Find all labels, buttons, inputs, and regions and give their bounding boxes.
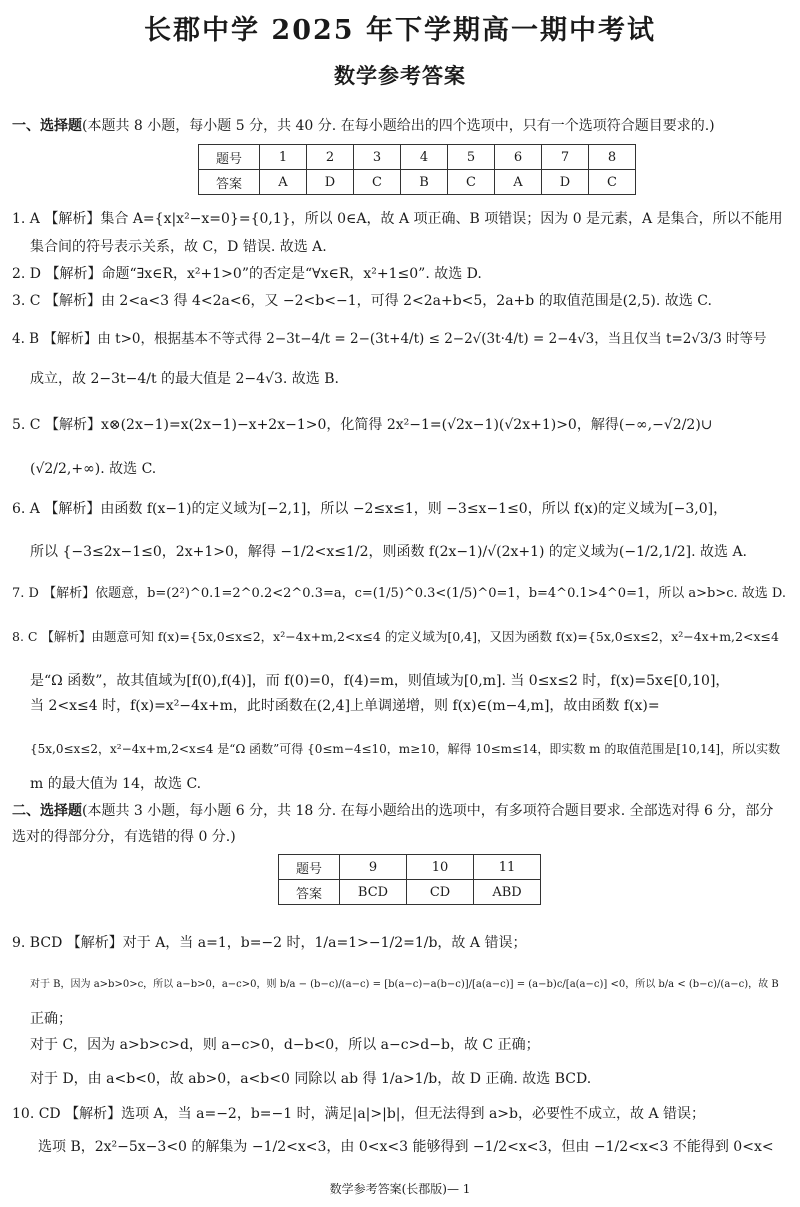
page-title: 长郡中学 2025 年下学期高一期中考试 — [144, 15, 656, 46]
table-cell: D — [542, 170, 589, 195]
table-cell: ABD — [474, 880, 541, 905]
solution-line: 7. D 【解析】依题意，b=(2²)^0.1=2^0.2<2^0.3=a，c=(1/5)^0.3<(1/5)^0=1，b=4^0.1>4^0=1，所以 a>b>c. 故选 D. — [12, 586, 786, 601]
solution-line: 是“Ω 函数”，故其值域为[f(0),f(4)]，而 f(0)=0，f(4)=m，则值域为[0,m]. 当 0≤x≤2 时，f(x)=5x∈[0,10]， — [30, 673, 730, 689]
solution-line: 正确； — [30, 1011, 72, 1027]
table-row — [279, 855, 541, 880]
solution-line: {5x,0≤x≤2，x²−4x+m,2<x≤4 是“Ω 函数”可得 {0≤m−4≤10，m≥10，解得 10≤m≤14，即实数 m 的取值范围是[10,14]，所以实数 — [30, 742, 781, 756]
table-cell: 2 — [307, 145, 354, 170]
table-cell: 答案 — [279, 880, 340, 905]
solution-line: m 的最大值为 14，故选 C. — [30, 776, 202, 792]
solution-line: 对于 D，由 a<b<0，故 ab>0，a<b<0 同除以 ab 得 1/a>1/b，故 D 正确. 故选 BCD. — [30, 1071, 592, 1087]
table-row — [199, 170, 636, 195]
solution-line: 对于 C，因为 a>b>c>d，则 a−c>0，d−b<0，所以 a−c>d−b，故 C 正确； — [30, 1037, 540, 1053]
table-cell: 4 — [401, 145, 448, 170]
table-cell: B — [401, 170, 448, 195]
table-cell: C — [448, 170, 495, 195]
table-cell: 11 — [474, 855, 541, 880]
solution-line: 4. B 【解析】由 t>0，根据基本不等式得 2−3t−4/t = 2−(3t+4/t) ≤ 2−2√(3t·4/t) = 2−4√3，当且仅当 t=2√3/3 时等号 — [12, 331, 767, 347]
section1-answer-table — [198, 144, 636, 195]
table-cell: CD — [407, 880, 474, 905]
section2-answer-table — [278, 854, 541, 905]
solution-line: 所以 {−3≤2x−1≤0，2x+1>0，解得 −1/2<x≤1/2，则函数 f(2x−1)/√(2x+1) 的定义域为(−1/2,1/2]. 故选 A. — [30, 544, 748, 560]
section2-header — [12, 802, 773, 820]
table-cell: A — [260, 170, 307, 195]
solution-line: 2. D 【解析】命题“∃x∈R，x²+1>0”的否定是“∀x∈R，x²+1≤0”. 故选 D. — [12, 266, 482, 282]
table-cell: C — [589, 170, 636, 195]
solution-line: 当 2<x≤4 时，f(x)=x²−4x+m，此时函数在(2,4]上单调递增，则 f(x)∈(m−4,m]，故由函数 f(x)= — [30, 698, 660, 714]
section2-intro: (本题共 3 小题，每小题 6 分，共 18 分. 在每小题给出的选项中，有多项符合题目要求. 全部选对得 6 分，部分 — [82, 803, 774, 819]
table-cell: C — [354, 170, 401, 195]
page-footer: 数学参考答案(长郡版)— 1 — [329, 1182, 471, 1196]
section2-intro-cont: 选对的得部分分，有选错的得 0 分.) — [12, 829, 236, 845]
solution-line: 对于 B，因为 a>b>0>c，所以 a−b>0，a−c>0，则 b/a − (b−c)/(a−c) = [b(a−c)−a(b−c)]/[a(a−c)] = (a−b)c/[a(a−c)] <0，所以 b/a < (b−c)/(a−c)，故 B — [30, 979, 779, 990]
solution-line: 9. BCD 【解析】对于 A，当 a=1，b=−2 时，1/a=1>−1/2=1/b，故 A 错误； — [12, 935, 527, 951]
page-subtitle: 数学参考答案 — [334, 63, 466, 88]
table-cell: 10 — [407, 855, 474, 880]
table-cell: 7 — [542, 145, 589, 170]
table-row — [279, 880, 541, 905]
solution-line: 选项 B，2x²−5x−3<0 的解集为 −1/2<x<3，由 0<x<3 能够得到 −1/2<x<3，但由 −1/2<x<3 不能得到 0<x< — [38, 1139, 774, 1155]
section1-heading: 一、选择题 — [12, 118, 82, 134]
solution-line: 3. C 【解析】由 2<a<3 得 4<2a<6，又 −2<b<−1，可得 2<2a+b<5，2a+b 的取值范围是(2,5). 故选 C. — [12, 293, 712, 309]
solution-line: 成立，故 2−3t−4/t 的最大值是 2−4√3. 故选 B. — [30, 371, 339, 387]
table-row — [199, 145, 636, 170]
table-cell: 1 — [260, 145, 307, 170]
table-cell: D — [307, 170, 354, 195]
solution-line: 1. A 【解析】集合 A={x|x²−x=0}={0,1}，所以 0∈A，故 A 项正确、B 项错误；因为 0 是元素，A 是集合，所以不能用 — [12, 211, 783, 227]
section1-header — [12, 117, 715, 135]
section1-intro: (本题共 8 小题，每小题 5 分，共 40 分. 在每小题给出的四个选项中，只有一个选项符合题目要求的.) — [82, 118, 715, 134]
table-cell: 8 — [589, 145, 636, 170]
section2-heading: 二、选择题 — [12, 803, 82, 819]
solution-line: 5. C 【解析】x⊗(2x−1)=x(2x−1)−x+2x−1>0，化简得 2x²−1=(√2x−1)(√2x+1)>0，解得(−∞,−√2/2)∪ — [12, 417, 713, 433]
table-cell: 答案 — [199, 170, 260, 195]
table-cell: 题号 — [279, 855, 340, 880]
table-cell: 5 — [448, 145, 495, 170]
solution-line: 集合间的符号表示关系，故 C，D 错误. 故选 A. — [30, 239, 327, 255]
table-cell: 9 — [340, 855, 407, 880]
solution-line: 6. A 【解析】由函数 f(x−1)的定义域为[−2,1]，所以 −2≤x≤1，则 −3≤x−1≤0，所以 f(x)的定义域为[−3,0]， — [12, 501, 728, 517]
table-cell: A — [495, 170, 542, 195]
solution-line: 10. CD 【解析】选项 A，当 a=−2，b=−1 时，满足|a|>|b|，但无法得到 a>b，必要性不成立，故 A 错误； — [12, 1106, 706, 1122]
solution-line: 8. C 【解析】由题意可知 f(x)={5x,0≤x≤2，x²−4x+m,2<x≤4 的定义域为[0,4]，又因为函数 f(x)={5x,0≤x≤2，x²−4x+m,2<x≤4 — [12, 629, 779, 644]
table-cell: 6 — [495, 145, 542, 170]
table-cell: 3 — [354, 145, 401, 170]
table-cell: 题号 — [199, 145, 260, 170]
table-cell: BCD — [340, 880, 407, 905]
solution-line: (√2/2,+∞). 故选 C. — [30, 461, 157, 477]
